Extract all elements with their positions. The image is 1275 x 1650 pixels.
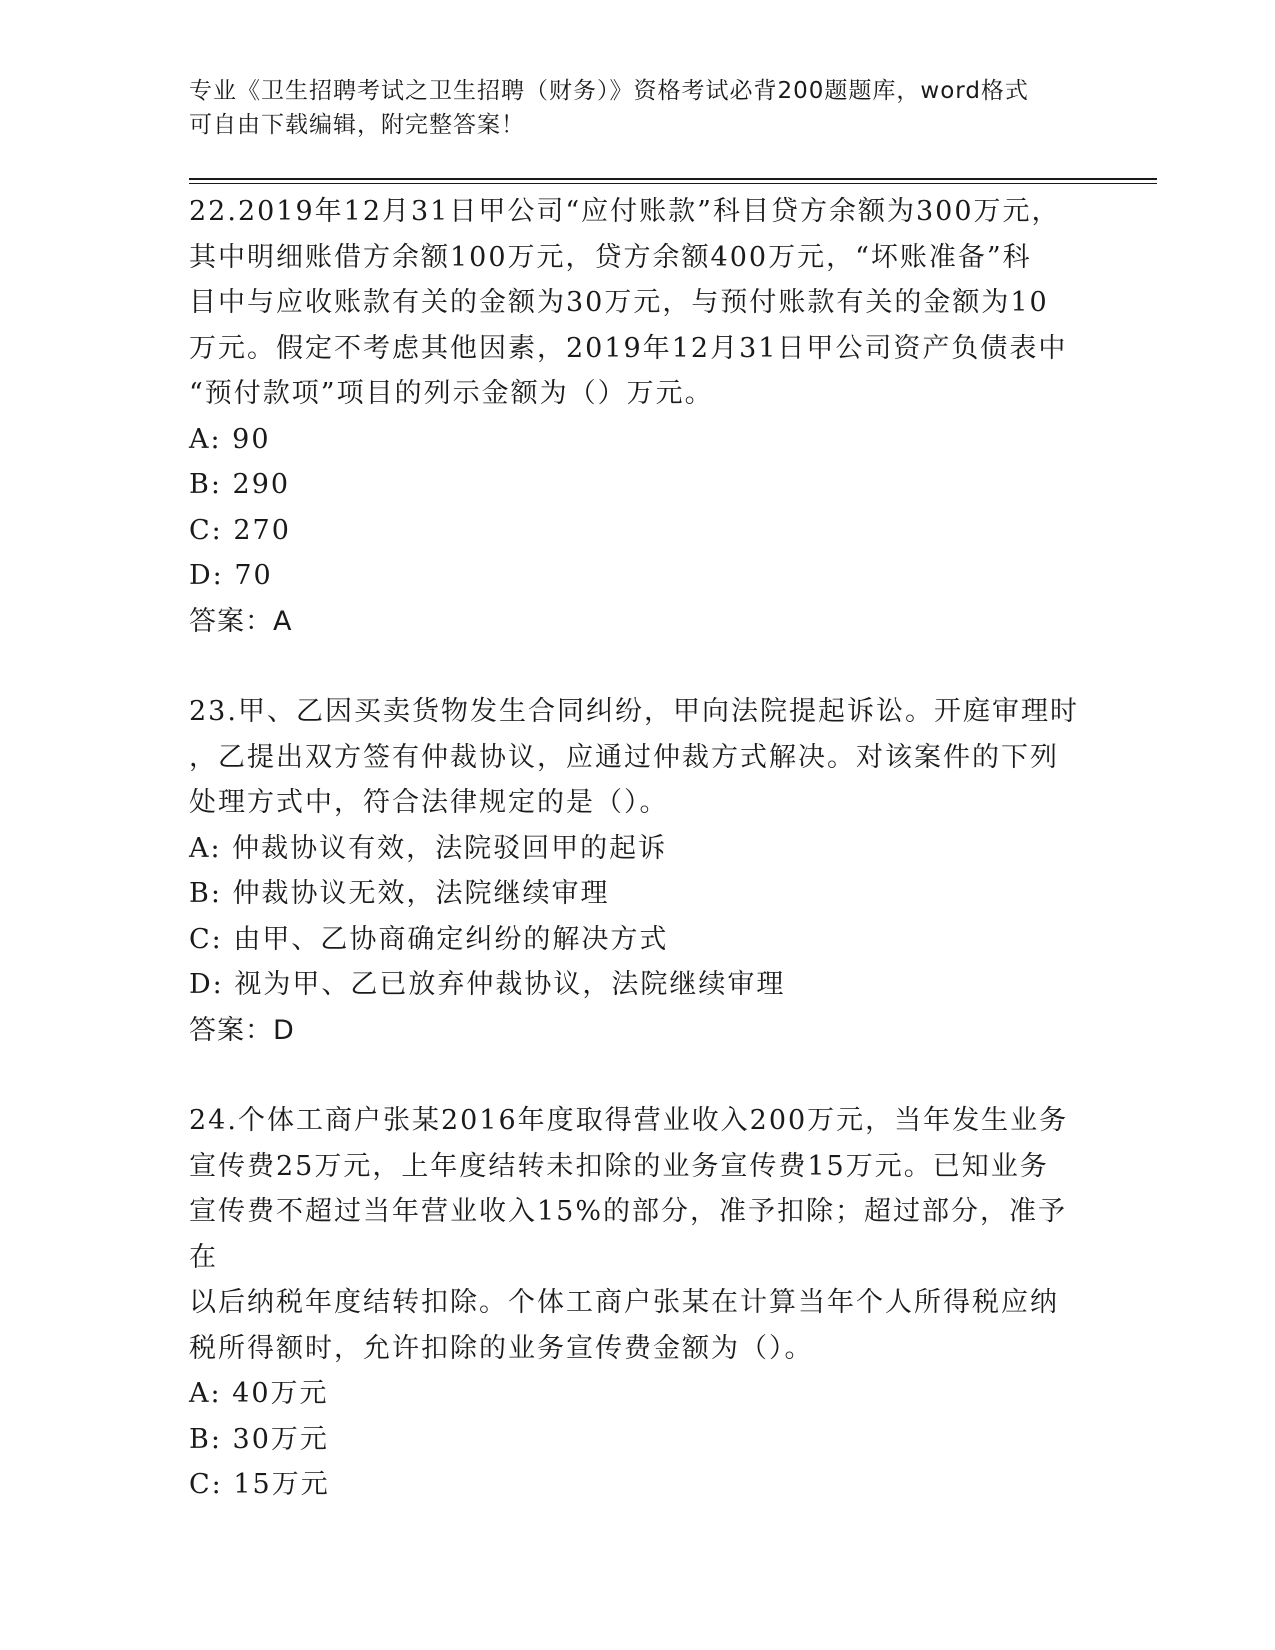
stem-line: 以后纳税年度结转扣除。个体工商户张某在计算当年个人所得税应纳 — [189, 1287, 1059, 1318]
option-a: A: 仲裁协议有效，法院驳回甲的起诉 — [189, 832, 668, 864]
question-stem — [189, 1098, 1094, 1371]
stem-line: 税所得额时，允许扣除的业务宣传费金额为（）。 — [189, 1332, 814, 1364]
stem-line: 处理方式中，符合法律规定的是（）。 — [189, 787, 669, 818]
option-c: C: 270 — [189, 514, 291, 546]
stem-line: 23.甲、乙因买卖货物发生合同纠纷，甲向法院提起诉讼。开庭审理时 — [189, 696, 1079, 727]
stem-line: 宣传费不超过当年营业收入15%的部分，准予扣除；超过部分，准予在 — [189, 1196, 1068, 1273]
document-header — [189, 74, 1089, 142]
stem-line: 24.个体工商户张某2016年度取得营业收入200万元，当年发生业务 — [189, 1105, 1069, 1136]
option-b: B: 290 — [189, 469, 291, 500]
option-c: C: 由甲、乙协商确定纠纷的解决方式 — [189, 923, 669, 955]
option-d: D: 视为甲、乙已放弃仲裁协议，法院继续审理 — [189, 969, 786, 1000]
header-line-1: 专业《卫生招聘考试之卫生招聘（财务）》资格考试必背200题题库，word格式 — [189, 78, 1029, 104]
question-stem — [189, 189, 1094, 417]
question-23 — [189, 689, 1094, 1053]
option-a: A: 40万元 — [189, 1378, 329, 1409]
option-c: C: 15万元 — [189, 1469, 330, 1500]
option-d: D: 70 — [189, 560, 273, 591]
header-divider-thick — [189, 178, 1157, 180]
header-divider-thin — [189, 183, 1157, 184]
stem-line: 其中明细账借方余额100万元，贷方余额400万元，“坏账准备”科 — [189, 241, 1032, 273]
question-list — [189, 189, 1094, 1508]
option-b: B: 30万元 — [189, 1423, 329, 1455]
question-24 — [189, 1098, 1094, 1508]
question-stem — [189, 689, 1094, 826]
stem-line: 目中与应收账款有关的金额为30万元，与预付账款有关的金额为10 — [189, 287, 1049, 318]
answer-line: 答案：A — [189, 605, 293, 637]
option-b: B: 仲裁协议无效，法院继续审理 — [189, 878, 610, 909]
stem-line: 22.2019年12月31日甲公司“应付账款”科目贷方余额为300万元， — [189, 196, 1061, 227]
stem-line: “预付款项”项目的列示金额为（）万元。 — [189, 378, 714, 409]
header-line-2: 可自由下载编辑，附完整答案！ — [189, 112, 525, 138]
stem-line: 宣传费25万元，上年度结转未扣除的业务宣传费15万元。已知业务 — [189, 1150, 1049, 1182]
option-a: A: 90 — [189, 423, 271, 455]
question-22 — [189, 189, 1094, 644]
question-spacer — [189, 644, 1094, 689]
stem-line: ，乙提出双方签有仲裁协议，应通过仲裁方式解决。对该案件的下列 — [189, 741, 1059, 773]
stem-line: 万元。假定不考虑其他因素，2019年12月31日甲公司资产负债表中 — [189, 332, 1068, 364]
answer-line: 答案：D — [189, 1014, 295, 1046]
question-spacer — [189, 1053, 1094, 1098]
